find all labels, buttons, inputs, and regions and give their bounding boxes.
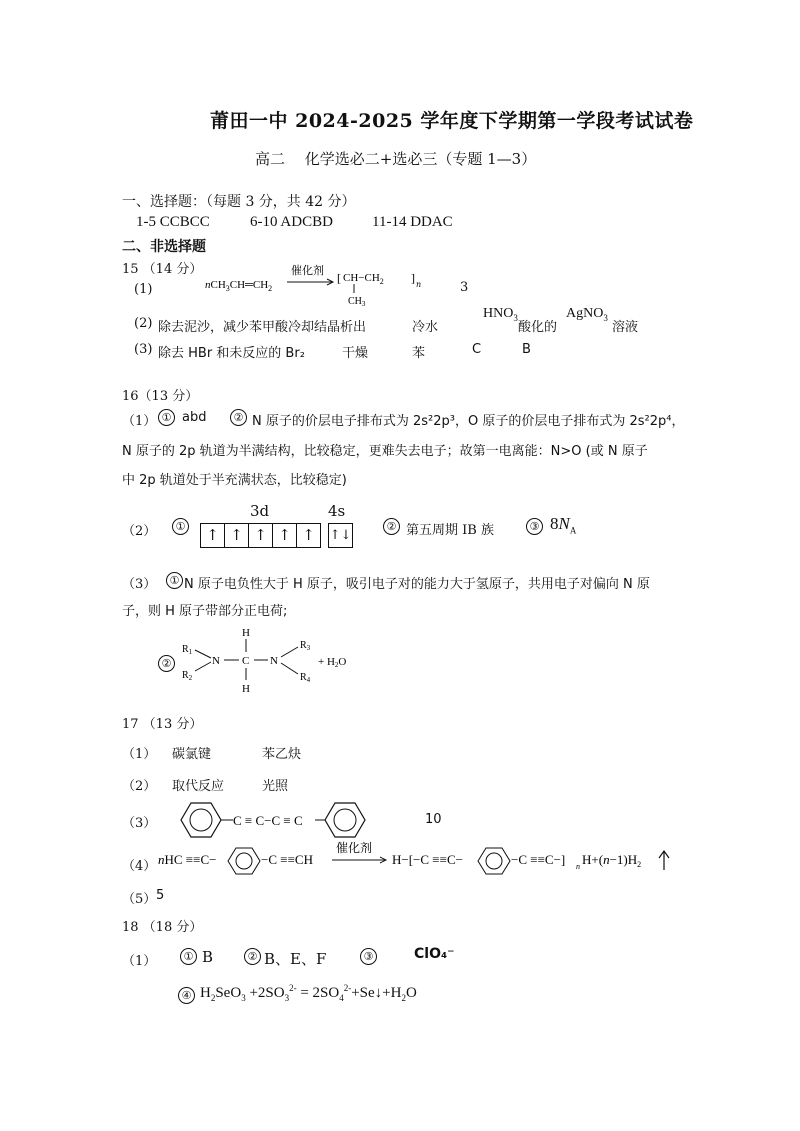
q16-p1-line1: N 原子的价层电子排布式为 2s²2p³，O 原子的价层电子排布式为 2s²2p⁴， xyxy=(252,414,685,429)
polymerization-figure xyxy=(205,262,425,312)
q15-p3-benzene: 苯 xyxy=(412,346,426,361)
orbital-4s-box: ↑↓ xyxy=(328,523,353,548)
q16-p2-circ2 xyxy=(383,518,402,535)
q17-header: 17 （13 分） xyxy=(122,717,203,732)
answers-1-5: 1-5 CCBCC xyxy=(136,214,210,230)
q16-p3-line1: N 原子电负性大于 H 原子，吸引电子对的能力大于氢原子，共用电子对偏向 N 原 xyxy=(184,577,650,592)
q17-catalyst: 催化剂 xyxy=(336,841,373,855)
section1-heading: 一、选择题：（每题 3 分，共 42 分） xyxy=(122,194,356,210)
q16-p1-line3: 中 2p 轨道处于半充满状态，比较稳定) xyxy=(122,473,347,488)
q16-p3-circ1 xyxy=(166,572,185,589)
q15-p2-label: (2) xyxy=(134,316,153,331)
q16-p1-label: （1） xyxy=(122,414,157,429)
q18-p1-label: （1） xyxy=(122,954,157,969)
q16-p2-a2: 第五周期 IB 族 xyxy=(406,523,494,538)
svg-text:CH3: $CH_3$ xyxy=(348,296,366,308)
q15-agno3: AgNO$_3$ xyxy=(566,306,608,323)
q16-p3-line2: 子，则 H 原子带部分正电荷; xyxy=(122,604,288,619)
q15-p2-text: 除去泥沙，减少苯甲酸冷却结晶析出 xyxy=(158,320,367,335)
aminal-structure xyxy=(178,622,378,706)
q17-r5-label: （5） xyxy=(122,892,157,907)
q16-p1-circ2 xyxy=(230,409,249,426)
svg-text:n: n xyxy=(576,862,580,871)
q17-r2-b: 光照 xyxy=(262,779,289,794)
orbital-3d-box-5: ↑ xyxy=(296,523,321,548)
svg-text:H: H xyxy=(242,627,250,639)
polymerization-diyne-equation xyxy=(158,836,678,886)
svg-text:N: N xyxy=(212,655,220,667)
svg-text:CH−CH2: $CH-CH_2$ xyxy=(343,272,384,286)
q15-hno3: $HNO_3$ xyxy=(483,306,518,323)
q15-p2-acidified: 酸化的 xyxy=(518,320,558,335)
q16-p1-line2: N 原子的 2p 轨道为半满结构，比较稳定，更难失去电子；故第一电离能：N>O (或 N 原子 xyxy=(122,444,648,459)
orbital-label-4s: 4s xyxy=(328,502,346,520)
circled-1: ① xyxy=(158,409,175,426)
circled-1: ① xyxy=(172,518,189,535)
q16-p1-a1: abd xyxy=(182,410,207,425)
q15-p3-b: B xyxy=(522,342,531,357)
q16-p3-label: （3） xyxy=(122,577,157,592)
q18-a2: B、E、F xyxy=(264,950,327,968)
orbital-3d-box-1: ↑ xyxy=(200,523,225,548)
q16-p2-a3: $8N_A$ xyxy=(550,514,577,536)
circled-2: ② xyxy=(158,655,175,672)
q18-a3: ClO₄⁻ xyxy=(414,946,455,962)
q18-circ1 xyxy=(180,948,199,965)
orbital-label-3d: 3d xyxy=(250,502,270,520)
q15-header: 15 （14 分） xyxy=(122,262,203,277)
q17-r3-num: 10 xyxy=(425,812,442,827)
svg-text:R2: $R_2$ xyxy=(182,670,193,682)
svg-text:H+(n−1)H2: $H+(n-1)H_2$ xyxy=(582,852,642,869)
answers-6-10: 6-10 ADCBD xyxy=(250,214,333,230)
svg-text:nHC ≡≡C−: nHC ≡≡C− xyxy=(158,852,217,867)
q15-p3-label: (3) xyxy=(134,342,153,357)
orbital-3d-box-2: ↑ xyxy=(224,523,249,548)
page-title: 莆田一中 2024-2025 学年度下学期第一学段考试试卷 xyxy=(210,110,694,132)
q15-p3-dry: 干燥 xyxy=(342,346,369,361)
orbital-3d-box-4: ↑ xyxy=(272,523,297,548)
svg-text:C: C xyxy=(242,655,250,667)
q17-r4-label: （4） xyxy=(122,859,157,874)
q16-p2-circ3 xyxy=(526,518,545,535)
q16-p2-label: （2） xyxy=(122,524,157,539)
q18-circ3 xyxy=(360,948,379,965)
svg-text:+ H2O: + H2O xyxy=(318,656,347,669)
circled-3: ③ xyxy=(360,948,377,965)
svg-text:nCH3CH═CH2: $nCH_3CH═CH_2$ xyxy=(205,279,273,293)
q17-r2-a: 取代反应 xyxy=(172,779,225,794)
svg-text:n: n xyxy=(416,280,422,289)
svg-text:N: N xyxy=(270,655,278,667)
polymerization-equation xyxy=(205,262,425,316)
circled-2: ② xyxy=(244,948,261,965)
section2-heading: 二、非选择题 xyxy=(122,239,206,255)
svg-text:−C ≡≡CH: −C ≡≡CH xyxy=(261,852,313,867)
q17-r2-label: （2） xyxy=(122,779,157,794)
answers-11-14: 11-14 DDAC xyxy=(372,214,453,230)
svg-text:H−[−C ≡≡C−: H−[−C ≡≡C− xyxy=(392,852,463,867)
q16-p1-circ1 xyxy=(158,409,177,426)
svg-text:]: ] xyxy=(411,271,415,285)
svg-text:R3: $R_3$ xyxy=(300,640,311,652)
svg-text:H: H xyxy=(242,683,250,695)
q18-header: 18 （18 分） xyxy=(122,920,203,935)
polymerization-diyne-figure xyxy=(158,836,678,882)
circled-2: ② xyxy=(230,409,247,426)
page-subtitle: 高二 化学选必二+选必三（专题 1—3） xyxy=(255,150,537,168)
svg-text:R4: $R_4$ xyxy=(300,672,311,684)
circled-2: ② xyxy=(383,518,400,535)
circled-1: ① xyxy=(180,948,197,965)
q15-p2-cold-water: 冷水 xyxy=(412,320,439,335)
q18-circ2 xyxy=(244,948,263,965)
q18-a1: B xyxy=(202,948,214,966)
q18-equation: $H_2SeO_3 +2SO_3^{2-}$ = $2SO_4^{2-}+Se↓+H_2O$ xyxy=(200,983,417,1003)
svg-text:C ≡ C−C ≡ C: C ≡ C−C ≡ C xyxy=(233,813,303,828)
circled-3: ③ xyxy=(526,518,543,535)
orbital-3d-box-3: ↑ xyxy=(248,523,273,548)
q17-r5-a: 5 xyxy=(156,888,165,903)
q16-p2-circ1 xyxy=(172,518,191,535)
aminal-figure xyxy=(178,622,378,702)
q16-header: 16（13 分） xyxy=(122,389,199,404)
svg-text:−C ≡≡C−]: −C ≡≡C−] xyxy=(511,852,566,867)
circled-1: ① xyxy=(166,572,183,589)
q15-p3-text: 除去 HBr 和未反应的 Br₂ xyxy=(158,346,305,361)
q16-p3-circ2 xyxy=(158,655,177,672)
q15-p1-label: (1) xyxy=(134,282,153,297)
q17-r1-a: 碳氯键 xyxy=(172,747,212,762)
q18-circ4 xyxy=(178,987,197,1004)
q17-r1-b: 苯乙炔 xyxy=(262,747,302,762)
q17-r3-label: （3） xyxy=(122,816,157,831)
q17-r1-label: （1） xyxy=(122,747,157,762)
q15-p3-c: C xyxy=(472,342,482,357)
circled-4: ④ xyxy=(178,987,195,1004)
svg-text:[: [ xyxy=(337,271,341,285)
q15-p2-solution: 溶液 xyxy=(612,320,639,335)
q15-catalyst: 催化剂 xyxy=(291,264,324,277)
q15-p1-count: 3 xyxy=(460,280,469,295)
svg-text:R1: $R_1$ xyxy=(182,644,193,656)
